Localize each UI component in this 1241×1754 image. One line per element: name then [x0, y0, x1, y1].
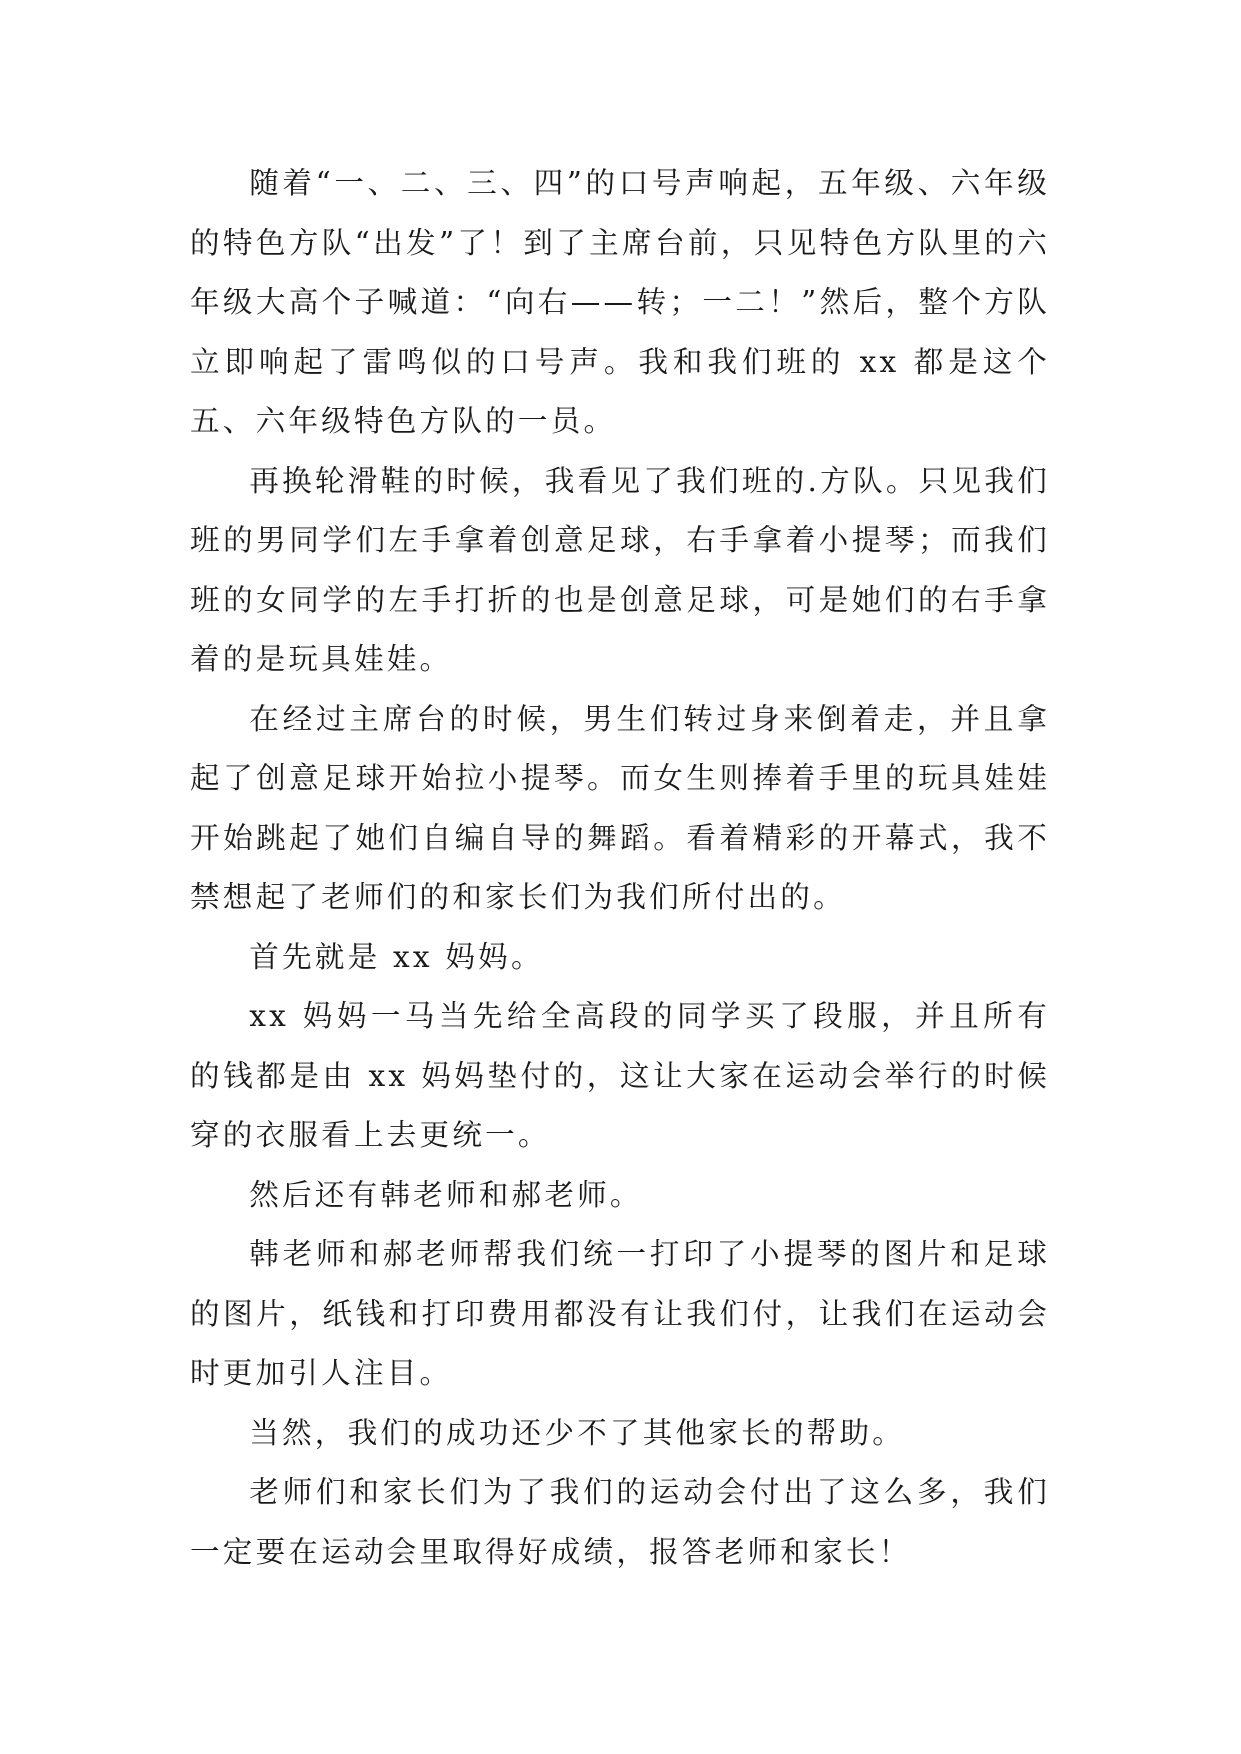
paragraph: 在经过主席台的时候，男生们转过身来倒着走，并且拿起了创意足球开始拉小提琴。而女生则捧着手里的玩具娃娃开始跳起了她们自编自导的舞蹈。看着精彩的开幕式，我不禁想起了老师们的和家长们为我们所付出的。: [190, 701, 1050, 914]
paragraph: 当然，我们的成功还少不了其他家长的帮助。: [249, 1415, 906, 1450]
paragraph: 再换轮滑鞋的时候，我看见了我们班的.方队。只见我们班的男同学们左手拿着创意足球，右手拿着小提琴；而我们班的女同学的左手打折的也是创意足球，可是她们的右手拿着的是玩具娃娃。: [190, 463, 1050, 676]
paragraph: xx 妈妈一马当先给全高段的同学买了段服，并且所有的钱都是由 xx 妈妈垫付的，这让大家在运动会举行的时候穿的衣服看上去更统一。: [190, 999, 1050, 1152]
paragraph: 随着“一、二、三、四”的口号声响起，五年级、六年级的特色方队“出发”了！到了主席台前，只见特色方队里的六年级大高个子喊道：“向右——转；一二！”然后，整个方队立即响起了雷鸣似的口号声。我和我们班的 xx 都是这个五、六年级特色方队的一员。: [190, 166, 1050, 438]
document-body: [190, 154, 1050, 1582]
paragraph: 首先就是 xx 妈妈。: [249, 939, 544, 974]
paragraph: 然后还有韩老师和郝老师。: [249, 1177, 643, 1212]
paragraph: 韩老师和郝老师帮我们统一打印了小提琴的图片和足球的图片，纸钱和打印费用都没有让我们付，让我们在运动会时更加引人注目。: [190, 1237, 1050, 1390]
paragraph: 老师们和家长们为了我们的运动会付出了这么多，我们一定要在运动会里取得好成绩，报答老师和家长！: [190, 1475, 1050, 1569]
